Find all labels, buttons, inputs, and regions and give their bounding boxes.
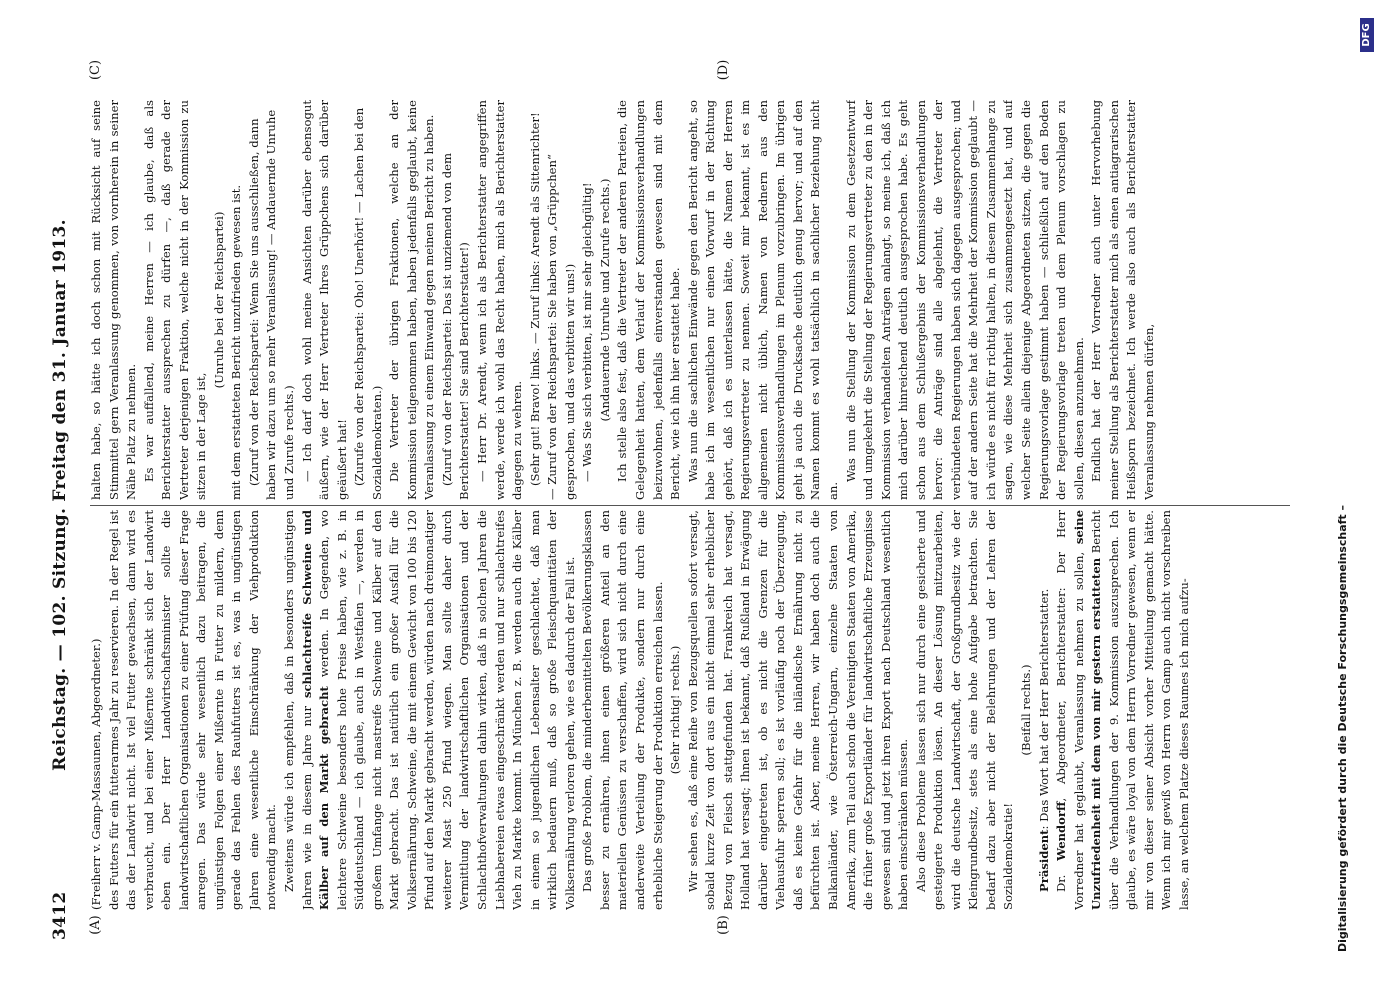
margin-letter-b: (B) [716,915,731,935]
paragraph: mit dem erstatteten Bericht unzufrieden gewesen ist. [229,184,244,500]
digitization-credit: Digitalisierung gefördert durch die Deutsche Forschungsgemeinschaft – [1336,505,1349,952]
speaker-tag: (Freiherr v. Gamp-Massaunen, Abgeordneter.) [89,638,103,910]
text-run: Bericht über die Verhandlungen der 9. Kommission auszusprechen. Ich glaube, es wäre loyal von dem Herrn Vorredner gewesen, wenn er mir von dieser seiner Absicht vorher Mitteilung gemacht hätte. Wenn ich mir gewiß von Herrn von Gamp auch nicht vorschreiben lasse, an welchem Platze dieses Raumes ich mich aufzu- [1089,510,1191,910]
paragraph [1036,510,1054,910]
dfg-logo: DFG [1360,18,1374,52]
text-run: , Abgeordneter, Berichterstatter: Der Herr Vorredner hat geglaubt, Veranlassung nehmen zu sollen, [1054,510,1086,910]
paragraph: halten habe, so hätte ich doch schon mit Rücksicht auf seine Stimmittel gern Veranlassung genommen, von vornherein in seiner Nähe Platz zu nehmen. [89,100,139,500]
paragraph: des Futters für ein futterarmes Jahr zu reservieren. In der Regel ist das der Landwirt nicht. Ist viel Futter gewachsen, dann wird es verbraucht, und bei einer Mißernte schränkt sich der Landwirt eben ein. Der Herr Landwirtschaftsminister sollte die landwirtschaftlichen Organisationen zu einer Prüfung dieser Frage anregen. Das würde sehr wesentlich dazu beitragen, die ungünstigen Folgen einer Mißernte in Futter zu mildern, denn gerade das Fehlen des Rauhfutters ist es, was in ungünstigen Jahren eine wesentliche Einschränkung der Viehproduktion notwendig macht. [106,510,279,910]
text-run: Zweitens würde ich empfehlen, daß in besonders ungünstigen Jahren wie in diesem Jahre nur [282,510,314,910]
paragraph: — Was Sie sich verbitten, ist mir sehr gleichgültig! [580,182,595,482]
text-run: werden. In Gegenden, wo leichtere Schweine besonders hohe Preise haben, wie z. B. in Süddeutschland — ich glaube, auch in Westfalen —, werden in großem Umfange nicht mastreife Schweine und Kälber auf den Markt gebracht. Das ist natürlich ein großer Ausfall für die Volksernährung. Schweine, die mit einem Gewicht von 100 bis 120 Pfund auf den Markt gebracht werden, würden nach dreimonatiger weiterer Mast 250 Pfund wiegen. Man sollte daher durch Vermittlung der landwirtschaftlichen Organisationen und der Schlachthofverwaltungen dahin wirken, daß in solchen Jahren die Liebhabereien etwas eingeschränkt werden und nur schlachtreifes Vieh zu Markte kommt. In München z. B. werden auch die Kälber in einem so jugendlichen Lebensalter geschlachtet, daß man wirklich bedauern muß, daß so große Fleischquantitäten der Volksernährung verloren gehen, wie es dadurch der Fall ist. [317,510,577,910]
paragraph: Also diese Probleme lassen sich nur durch eine gesicherte und gesteigerte Produktion lösen. An dieser Lösung mitzuarbeiten, wird die deutsche Landwirtschaft, der Großgrundbesitz wie der Kleingrundbesitz, stets als eine hohe Aufgabe betrachten. Sie bedarf dazu aber nicht der Belehrungen und der Lehren der Sozialdemokratie! [913,510,1016,910]
emphasis: schlachtreife Schweine und Kälber auf den Markt gebracht [299,510,332,910]
speaker-name: Präsident [1036,829,1051,892]
paragraph: Es war auffallend, meine Herren — ich glaube, daß als Berichterstatter aussprechen zu dürfen —, daß gerade der Vertreter derjenigen Fraktion, welche nicht in der Kommission zu sitzen in der Lage ist, [141,100,209,500]
interjection: (Sehr gut! Bravo! links. — Zuruf links: Arendt als Sittenrichter! — Zuruf von der Reichspartei: Sie haben von „Grüppchen“ gesprochen, und das verbitten wir uns!) [527,112,577,500]
interjection: (Zuruf von der Reichspartei: Das ist unziemend von dem Berichterstatter! Sie sind Berichterstatter!) [439,153,472,500]
paragraph: — Herr Dr. Arendt, wenn ich als Berichterstatter angegriffen werde, werde ich wohl das Recht haben, mich als Berichterstatter dagegen zu wehren. [475,100,525,500]
paragraph: Das große Problem, die minderbemittelten Bevölkerungsklassen besser zu ernähren, ihnen einen größeren Anteil an den materiellen Genüssen zu verschaffen, wird sich nicht durch eine anderweite Verteilung der Produkte, sondern nur durch eine erhebliche Steigerung der Produktion erreichen lassen. [580,510,665,910]
margin-letter-d: (D) [716,59,731,81]
paragraph [1053,510,1193,910]
paragraph: Was nun die Stellung der Kommission zu dem Gesetzentwurf und umgekehrt die Stellung der Regierungsvertreter zu den in der Kommission verhandelten Anträgen anlangt, so meine ich, daß ich mich darüber hinreichend deutlich ausgesprochen habe. Es geht schon aus dem Schlußergebnis der Kommissionsverhandlungen hervor: die Anträge sind alle abgelehnt, die Vertreter der verbündeten Regierungen haben sich dagegen ausgesprochen; und auf der andern Seite hat die Mehrheit der Kommission geglaubt — ich würde es nicht für richtig halten, in diesem Zusammenhange zu sagen, wie diese Mehrheit sich zusammengesetzt hat, und auf welcher Seite allein diejenige Abgeordneten sitzen, die gegen die Regierungsvorlage gestimmt haben — schließlich auf den Boden der Regierungsvorlage treten und dem Plenum vorschlagen zu sollen, diesen anzunehmen. [843,100,1086,500]
session-title: Reichstag. — 102. Sitzung. Freitag den 31. Januar 1913. [50,219,70,771]
emphasis: seine Unzufriedenheit mit dem von mir gestern erstatteten [1071,510,1104,910]
text-run: Dr. [1054,860,1069,892]
interjection: (Zuruf von der Reichspartei: Wenn Sie uns ausschließen, dann haben wir dazu um so mehr Veranlassung! — Andauernde Unruhe und Zurufe rechts.) [246,109,297,500]
paragraph [281,510,579,910]
margin-letter-c: (C) [88,59,103,81]
left-column [88,510,1333,910]
interjection: (Sehr richtig! rechts.) [668,645,683,775]
paragraph: Ich stelle also fest, daß die Vertreter der anderen Parteien, die Gelegenheit hatten, dem Verlauf der Kommissionsverhandlungen beizuwohnen, jedenfalls einverstanden gewesen sind mit dem Bericht, wie ich ihn hier erstattet habe. [615,100,683,500]
page-number: 3412 [50,891,70,940]
column-divider [90,505,1290,506]
running-head [50,50,80,940]
text-run: : Das Wort hat der Herr Berichterstatter. [1036,588,1051,830]
paragraph: Was nun die sachlichen Einwände gegen den Bericht angeht, so habe ich im wesentlichen nur einen Vorwurf in der Richtung gehört, daß ich es unterlassen hätte, die Namen der Herren Regierungsvertreter zu nennen. Soweit mir bekannt, ist es im allgemeinen nicht üblich, Namen von Rednern aus den Kommissionsverhandlungen im Plenum vorzubringen. Im übrigen geht ja auch die Drucksache deutlich genug hervor; und auf den Namen kommt es wohl tatsächlich in sachlicher Beziehung nicht an. [685,100,840,500]
interjection: (Unruhe bei der Reichspartei) [211,211,226,389]
interjection: (Beifall rechts.) [1018,664,1033,756]
paragraph: Wir sehen es, daß eine Reihe von Bezugsquellen sofort versagt, sobald kurze Zeit von dort aus ein nicht einmal sehr erheblicher Bezug von Fleisch stattgefunden hat. Frankreich hat versagt, Holland hat versagt; Ihnen ist bekannt, daß Rußland in Erwägung darüber eingetreten ist, ob es nicht die Grenzen für die Viehausfuhr sperren soll; es ist vorläufig noch der Überzeugung, daß es keine Gefahr für die inländische Ernährung nicht zu befürchten ist. Aber, meine Herren, wir haben doch auch die Balkanländer, wie Österreich-Ungarn, einzelne Staaten von Amerika, zum Teil auch schon die Vereinigten Staaten von Amerika, die früher große Exportländer für landwirtschaftliche Erzeugnisse gewesen sind und jetzt ihren Export nach Deutschland wesentlich haben einschränken müssen. [685,510,911,910]
paragraph: Die Vertreter der übrigen Fraktionen, welche an der Kommission teilgenommen haben, haben jedenfalls geglaubt, keine Veranlassung zu einem Einwand gegen meinen Bericht zu haben. [387,100,437,500]
margin-letter-a: (A) [88,915,103,935]
paragraph: Endlich hat der Herr Vorredner auch unter Hervorhebung meiner Stellung als Berichterstatter mich als einen antiagrarischen Heißsporn bezeichnet. Ich werde also auch als Berichterstatter Veranlassung nehmen dürfen, [1089,100,1156,500]
interjection: (Zurufe von der Reichspartei: Oho! Unerhört! — Lachen bei den Sozialdemokraten.) [352,107,384,500]
right-column [88,100,1333,500]
paragraph: — Ich darf doch wohl meine Ansichten darüber ebensogut äußern, wie der Herr Vertreter Ihres Grüppchens sich darüber geäußert hat! [299,100,349,500]
interjection: (Andauernde Unruhe und Zurufe rechts.) [597,178,612,422]
speaker-name: Wendorff [1054,801,1069,861]
